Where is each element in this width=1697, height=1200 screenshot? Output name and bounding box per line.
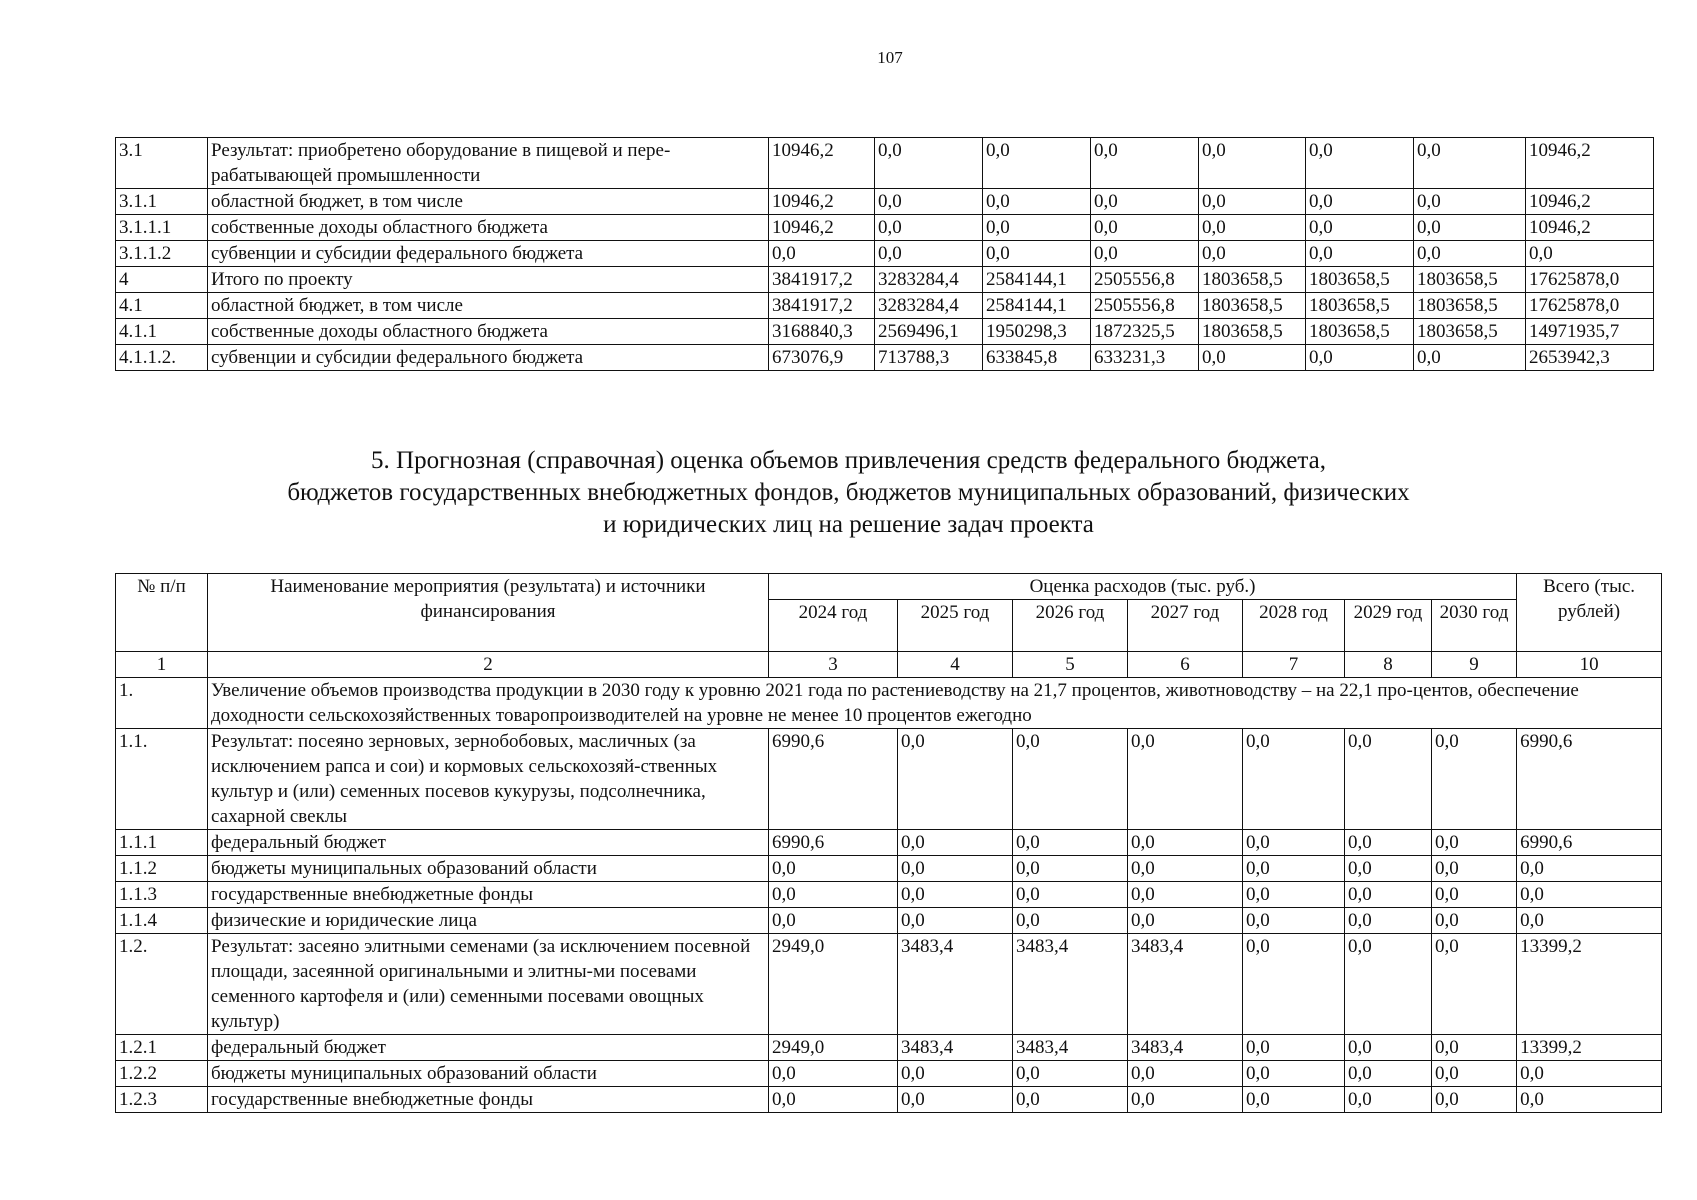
row-year-value: 0,0 [875, 215, 983, 241]
row-name: собственные доходы областного бюджета [208, 215, 769, 241]
header-year: 2025 год [898, 600, 1013, 652]
row-year-value: 0,0 [1199, 189, 1306, 215]
row-year-value: 0,0 [1345, 882, 1432, 908]
table-row [116, 856, 1662, 882]
row-year-value: 2584144,1 [983, 267, 1091, 293]
row-total-value: 13399,2 [1517, 1035, 1662, 1061]
row-year-value: 0,0 [1306, 241, 1414, 267]
row-year-value: 3483,4 [898, 934, 1013, 1035]
row-year-value: 0,0 [769, 1087, 898, 1113]
row-name: бюджеты муниципальных образований области [208, 856, 769, 882]
row-year-value: 0,0 [1243, 856, 1345, 882]
row-year-value: 0,0 [1243, 882, 1345, 908]
row-number: 3.1.1 [116, 189, 208, 215]
row-total-value: 10946,2 [1526, 138, 1654, 189]
table-row [116, 934, 1662, 1035]
row-number: 3.1.1.1 [116, 215, 208, 241]
row-number: 3.1 [116, 138, 208, 189]
row-year-value: 1803658,5 [1199, 319, 1306, 345]
row-year-value: 1803658,5 [1306, 267, 1414, 293]
row-year-value: 0,0 [1345, 729, 1432, 830]
section-heading-line-1: 5. Прогнозная (справочная) оценка объемов привлечения средств федерального бюджета, [371, 447, 1326, 474]
page-number: 107 [877, 48, 903, 67]
header-row-col-numbers [116, 652, 1662, 678]
table-row [116, 1035, 1662, 1061]
table-row [116, 882, 1662, 908]
row-year-value: 0,0 [898, 729, 1013, 830]
row-year-value: 0,0 [1013, 856, 1128, 882]
row-number: 4.1.1 [116, 319, 208, 345]
row-year-value: 0,0 [983, 241, 1091, 267]
row-name: областной бюджет, в том числе [208, 189, 769, 215]
row-year-value: 0,0 [1128, 830, 1243, 856]
row-total-value: 0,0 [1517, 908, 1662, 934]
row-number: 1.1. [116, 729, 208, 830]
row-total-value: 6990,6 [1517, 729, 1662, 830]
row-year-value: 0,0 [1013, 908, 1128, 934]
row-year-value: 2505556,8 [1091, 293, 1199, 319]
row-year-value: 1950298,3 [983, 319, 1091, 345]
row-year-value: 0,0 [1128, 1061, 1243, 1087]
row-number: 4.1.1.2. [116, 345, 208, 371]
row-name: физические и юридические лица [208, 908, 769, 934]
table-row [116, 729, 1662, 830]
header-year: 2028 год [1243, 600, 1345, 652]
row-year-value: 0,0 [1414, 189, 1526, 215]
row-year-value: 6990,6 [769, 729, 898, 830]
row-year-value: 0,0 [898, 856, 1013, 882]
row-year-value: 0,0 [1432, 908, 1517, 934]
row-number: 4 [116, 267, 208, 293]
row-year-value: 3483,4 [898, 1035, 1013, 1061]
row-number: 1.2.3 [116, 1087, 208, 1113]
row-name: государственные внебюджетные фонды [208, 882, 769, 908]
row-year-value: 0,0 [898, 830, 1013, 856]
row-total-value: 2653942,3 [1526, 345, 1654, 371]
header-year: 2026 год [1013, 600, 1128, 652]
row-year-value: 0,0 [1345, 934, 1432, 1035]
row-year-value: 0,0 [769, 241, 875, 267]
row-year-value: 713788,3 [875, 345, 983, 371]
row-year-value: 0,0 [1128, 1087, 1243, 1113]
row-year-value: 0,0 [1414, 138, 1526, 189]
row-year-value: 0,0 [983, 215, 1091, 241]
row-total-value: 0,0 [1526, 241, 1654, 267]
row-total-value: 6990,6 [1517, 830, 1662, 856]
row-name: Итого по проекту [208, 267, 769, 293]
row-name: областной бюджет, в том числе [208, 293, 769, 319]
table-row [116, 1061, 1662, 1087]
row-year-value: 2949,0 [769, 934, 898, 1035]
col-number: 10 [1517, 652, 1662, 678]
row-year-value: 0,0 [1432, 729, 1517, 830]
row-name: собственные доходы областного бюджета [208, 319, 769, 345]
row-total-value: 0,0 [1517, 1087, 1662, 1113]
row-year-value: 0,0 [1013, 1061, 1128, 1087]
row-year-value: 0,0 [769, 856, 898, 882]
row-year-value: 0,0 [1432, 882, 1517, 908]
row-year-value: 0,0 [1243, 908, 1345, 934]
row-year-value: 633231,3 [1091, 345, 1199, 371]
header-total: Всего (тыс. рублей) [1517, 574, 1662, 652]
col-number: 1 [116, 652, 208, 678]
row-year-value: 3841917,2 [769, 293, 875, 319]
table-row [116, 319, 1654, 345]
row-year-value: 3841917,2 [769, 267, 875, 293]
row-year-value: 0,0 [769, 882, 898, 908]
row-year-value: 0,0 [1243, 729, 1345, 830]
forecast-funding-table [115, 573, 1662, 1113]
section-heading-line-2: бюджетов государственных внебюджетных фондов, бюджетов муниципальных образований, физических [287, 479, 1410, 506]
row-total-value: 17625878,0 [1526, 293, 1654, 319]
table-row [116, 293, 1654, 319]
row-year-value: 3483,4 [1128, 1035, 1243, 1061]
row-name: федеральный бюджет [208, 830, 769, 856]
row-name: государственные внебюджетные фонды [208, 1087, 769, 1113]
row-total-value: 17625878,0 [1526, 267, 1654, 293]
row-year-value: 10946,2 [769, 138, 875, 189]
row-year-value: 3283284,4 [875, 267, 983, 293]
row-year-value: 673076,9 [769, 345, 875, 371]
table-row [116, 189, 1654, 215]
row-year-value: 1803658,5 [1306, 293, 1414, 319]
row-total-value: 0,0 [1517, 882, 1662, 908]
row-year-value: 0,0 [1091, 138, 1199, 189]
row-year-value: 10946,2 [769, 189, 875, 215]
row-year-value: 3283284,4 [875, 293, 983, 319]
col-number: 8 [1345, 652, 1432, 678]
row-year-value: 3483,4 [1013, 1035, 1128, 1061]
row-year-value: 0,0 [1306, 189, 1414, 215]
row-year-value: 0,0 [1128, 856, 1243, 882]
row-year-value: 0,0 [1013, 882, 1128, 908]
row-year-value: 0,0 [1414, 215, 1526, 241]
row-name: федеральный бюджет [208, 1035, 769, 1061]
row-year-value: 1803658,5 [1306, 319, 1414, 345]
row-year-value: 0,0 [1013, 830, 1128, 856]
row-year-value: 0,0 [1345, 856, 1432, 882]
row-year-value: 0,0 [1128, 729, 1243, 830]
col-number: 9 [1432, 652, 1517, 678]
row-year-value: 0,0 [1013, 1087, 1128, 1113]
row-year-value: 2569496,1 [875, 319, 983, 345]
row-total-value: 0,0 [1517, 856, 1662, 882]
col-number: 6 [1128, 652, 1243, 678]
goal-row [116, 678, 1662, 729]
row-year-value: 1803658,5 [1199, 267, 1306, 293]
row-year-value: 0,0 [1243, 1087, 1345, 1113]
col-number: 3 [769, 652, 898, 678]
row-year-value: 3483,4 [1128, 934, 1243, 1035]
row-number: 4.1 [116, 293, 208, 319]
row-number: 1.2.2 [116, 1061, 208, 1087]
row-year-value: 0,0 [1243, 1035, 1345, 1061]
row-year-value: 0,0 [875, 138, 983, 189]
row-number: 1.2. [116, 934, 208, 1035]
row-year-value: 0,0 [1243, 1061, 1345, 1087]
section-heading-line-3: и юридических лиц на решение задач проекта [603, 511, 1094, 538]
col-number: 2 [208, 652, 769, 678]
header-name: Наименование мероприятия (результата) и источники финансирования [208, 574, 769, 652]
row-year-value: 0,0 [1432, 1035, 1517, 1061]
table-row [116, 830, 1662, 856]
row-year-value: 0,0 [875, 189, 983, 215]
row-name: бюджеты муниципальных образований области [208, 1061, 769, 1087]
col-number: 7 [1243, 652, 1345, 678]
row-year-value: 0,0 [1306, 138, 1414, 189]
row-year-value: 0,0 [1091, 189, 1199, 215]
row-year-value: 0,0 [1243, 830, 1345, 856]
row-name: Результат: засеяно элитными семенами (за исключением посевной площади, засеянной оригинальными и элитны-ми посевами семенного картофеля и (или) семенными посевами овощных культур) [208, 934, 769, 1035]
header-year: 2029 год [1345, 600, 1432, 652]
row-number: 1.1.4 [116, 908, 208, 934]
row-year-value: 0,0 [1243, 934, 1345, 1035]
row-year-value: 0,0 [1128, 882, 1243, 908]
row-year-value: 0,0 [1432, 934, 1517, 1035]
row-number: 3.1.1.2 [116, 241, 208, 267]
row-name: Результат: посеяно зерновых, зернобобовых, масличных (за исключением рапса и сои) и кормовых сельскохозяй-ственных культур и (или) семенных посевов кукурузы, подсолнечника, сахарной свеклы [208, 729, 769, 830]
row-total-value: 10946,2 [1526, 189, 1654, 215]
continued-budget-table [115, 137, 1654, 371]
row-year-value: 0,0 [1345, 830, 1432, 856]
row-year-value: 1872325,5 [1091, 319, 1199, 345]
table-row [116, 138, 1654, 189]
row-number: 1.1.1 [116, 830, 208, 856]
table-row [116, 215, 1654, 241]
row-number: 1.2.1 [116, 1035, 208, 1061]
table-row [116, 241, 1654, 267]
header-year: 2024 год [769, 600, 898, 652]
row-year-value: 0,0 [769, 908, 898, 934]
row-year-value: 3483,4 [1013, 934, 1128, 1035]
row-year-value: 10946,2 [769, 215, 875, 241]
row-year-value: 0,0 [1091, 215, 1199, 241]
row-year-value: 0,0 [1414, 241, 1526, 267]
row-year-value: 0,0 [983, 138, 1091, 189]
row-year-value: 0,0 [1432, 1087, 1517, 1113]
row-year-value: 1803658,5 [1414, 293, 1526, 319]
row-year-value: 1803658,5 [1414, 319, 1526, 345]
row-year-value: 0,0 [1414, 345, 1526, 371]
row-year-value: 0,0 [1432, 830, 1517, 856]
row-number: 1.1.2 [116, 856, 208, 882]
col-number: 5 [1013, 652, 1128, 678]
row-year-value: 0,0 [1432, 1061, 1517, 1087]
col-number: 4 [898, 652, 1013, 678]
header-row-1 [116, 574, 1662, 600]
row-year-value: 0,0 [898, 908, 1013, 934]
row-year-value: 0,0 [1306, 345, 1414, 371]
row-number: 1.1.3 [116, 882, 208, 908]
row-year-value: 0,0 [1432, 856, 1517, 882]
row-name: субвенции и субсидии федерального бюджета [208, 241, 769, 267]
row-year-value: 633845,8 [983, 345, 1091, 371]
row-year-value: 2505556,8 [1091, 267, 1199, 293]
row-year-value: 0,0 [1345, 908, 1432, 934]
row-year-value: 0,0 [1091, 241, 1199, 267]
row-year-value: 0,0 [1306, 215, 1414, 241]
row-total-value: 0,0 [1517, 1061, 1662, 1087]
row-year-value: 0,0 [898, 1087, 1013, 1113]
row-year-value: 0,0 [1199, 241, 1306, 267]
row-year-value: 3168840,3 [769, 319, 875, 345]
row-year-value: 0,0 [983, 189, 1091, 215]
row-year-value: 1803658,5 [1414, 267, 1526, 293]
row-year-value: 0,0 [1013, 729, 1128, 830]
row-year-value: 0,0 [898, 882, 1013, 908]
row-total-value: 14971935,7 [1526, 319, 1654, 345]
section-heading [0, 445, 1697, 541]
table-row [116, 345, 1654, 371]
row-name: Результат: приобретено оборудование в пищевой и пере-рабатывающей промышленности [208, 138, 769, 189]
header-num: № п/п [116, 574, 208, 652]
row-year-value: 0,0 [1345, 1035, 1432, 1061]
row-total-value: 10946,2 [1526, 215, 1654, 241]
row-year-value: 0,0 [1199, 345, 1306, 371]
row-name: субвенции и субсидии федерального бюджета [208, 345, 769, 371]
row-year-value: 0,0 [1199, 215, 1306, 241]
table-row [116, 908, 1662, 934]
row-year-value: 0,0 [1345, 1087, 1432, 1113]
table-row [116, 1087, 1662, 1113]
row-year-value: 0,0 [1345, 1061, 1432, 1087]
row-year-value: 0,0 [875, 241, 983, 267]
goal-text: Увеличение объемов производства продукции в 2030 году к уровню 2021 года по растениеводству на 21,7 процентов, животноводству – на 22,1 про-центов, обеспечение доходности сельскохозяйственных товаропроизводителей на уровне не менее 10 процентов ежегодно [208, 678, 1662, 729]
row-year-value: 0,0 [898, 1061, 1013, 1087]
row-year-value: 0,0 [1128, 908, 1243, 934]
header-estimate: Оценка расходов (тыс. руб.) [769, 574, 1517, 600]
table-row [116, 267, 1654, 293]
row-year-value: 6990,6 [769, 830, 898, 856]
header-year: 2030 год [1432, 600, 1517, 652]
row-year-value: 2949,0 [769, 1035, 898, 1061]
goal-num: 1. [116, 678, 208, 729]
row-total-value: 13399,2 [1517, 934, 1662, 1035]
row-year-value: 0,0 [769, 1061, 898, 1087]
row-year-value: 2584144,1 [983, 293, 1091, 319]
row-year-value: 1803658,5 [1199, 293, 1306, 319]
row-year-value: 0,0 [1199, 138, 1306, 189]
header-year: 2027 год [1128, 600, 1243, 652]
